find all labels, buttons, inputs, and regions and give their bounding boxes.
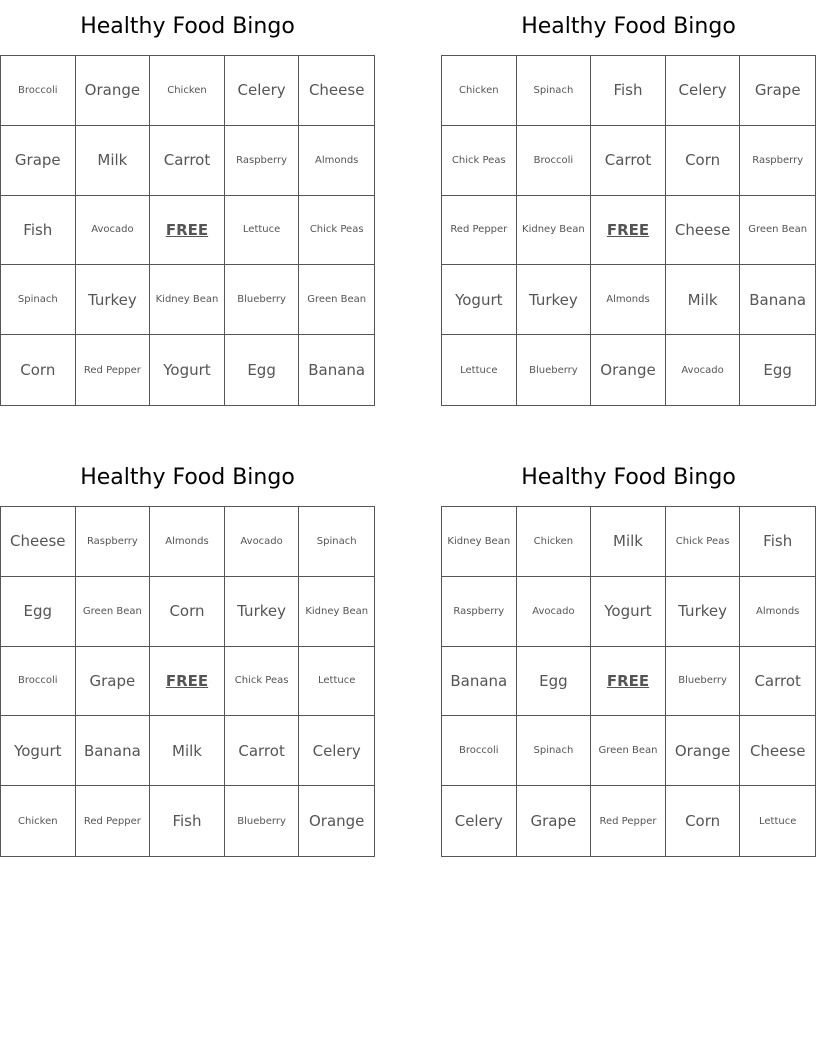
bingo-cell: Blueberry	[517, 335, 592, 405]
bingo-cell: Turkey	[225, 577, 300, 647]
bingo-cell: Broccoli	[517, 126, 592, 196]
bingo-cell: Almonds	[591, 265, 666, 335]
bingo-cell: Carrot	[740, 647, 815, 717]
bingo-cell: Blueberry	[666, 647, 741, 717]
bingo-cell: Raspberry	[76, 507, 151, 577]
bingo-cell: Cheese	[299, 56, 374, 126]
bingo-cell: Banana	[740, 265, 815, 335]
bingo-cell: Fish	[150, 786, 225, 856]
bingo-cell: Fish	[591, 56, 666, 126]
bingo-cell: Blueberry	[225, 265, 300, 335]
bingo-cell: Broccoli	[1, 647, 76, 717]
bingo-cell: Chick Peas	[299, 196, 374, 266]
bingo-cell: Corn	[150, 577, 225, 647]
card-title: Healthy Food Bingo	[521, 465, 736, 490]
bingo-cell: Celery	[299, 716, 374, 786]
bingo-grid	[441, 506, 816, 857]
free-space-cell: FREE	[591, 196, 666, 266]
bingo-cell: Green Bean	[76, 577, 151, 647]
bingo-cell: Egg	[517, 647, 592, 717]
bingo-cell: Almonds	[150, 507, 225, 577]
bingo-cell: Green Bean	[740, 196, 815, 266]
bingo-cell: Almonds	[740, 577, 815, 647]
free-space-cell: FREE	[150, 196, 225, 266]
bingo-cell: Grape	[517, 786, 592, 856]
bingo-cell: Turkey	[666, 577, 741, 647]
bingo-cell: Corn	[1, 335, 76, 405]
free-space-cell: FREE	[591, 647, 666, 717]
bingo-cell: Fish	[740, 507, 815, 577]
bingo-cell: Yogurt	[442, 265, 517, 335]
bingo-cell: Kidney Bean	[442, 507, 517, 577]
bingo-cell: Cheese	[740, 716, 815, 786]
bingo-cell: Carrot	[150, 126, 225, 196]
bingo-cell: Raspberry	[740, 126, 815, 196]
bingo-cell: Chicken	[442, 56, 517, 126]
bingo-cell: Egg	[1, 577, 76, 647]
bingo-cell: Yogurt	[150, 335, 225, 405]
card-title: Healthy Food Bingo	[521, 14, 736, 39]
bingo-cell: Lettuce	[299, 647, 374, 717]
bingo-cell: Banana	[308, 361, 366, 380]
bingo-cell: Broccoli	[1, 56, 76, 126]
bingo-cell: Lettuce	[442, 335, 517, 405]
bingo-cell: Chicken	[517, 507, 592, 577]
bingo-cell: Banana	[76, 716, 151, 786]
bingo-grid	[0, 506, 375, 857]
bingo-cell: Spinach	[299, 507, 374, 577]
bingo-cell: Kidney Bean	[150, 265, 225, 335]
bingo-cell: Milk	[76, 126, 151, 196]
bingo-cell: Corn	[666, 126, 741, 196]
bingo-cell: Raspberry	[442, 577, 517, 647]
bingo-cell: Chick Peas	[225, 647, 300, 717]
bingo-cell: Carrot	[225, 716, 300, 786]
bingo-cell: Cheese	[666, 196, 741, 266]
bingo-cell: Orange	[666, 716, 741, 786]
bingo-cell: Almonds	[299, 126, 374, 196]
bingo-cell: Avocado	[517, 577, 592, 647]
bingo-cell: Red Pepper	[76, 335, 151, 405]
bingo-cell: Corn	[666, 786, 741, 856]
bingo-cell: Grape	[1, 126, 76, 196]
card-title: Healthy Food Bingo	[80, 465, 295, 490]
bingo-cell: Fish	[1, 196, 76, 266]
bingo-grid	[0, 55, 375, 406]
bingo-cell: Lettuce	[225, 196, 300, 266]
bingo-cell: Turkey	[517, 265, 592, 335]
bingo-cell: Yogurt	[1, 716, 76, 786]
bingo-cell: Banana	[442, 647, 517, 717]
bingo-cell: Lettuce	[758, 815, 797, 827]
bingo-cell: Avocado	[225, 507, 300, 577]
bingo-cell: Spinach	[517, 56, 592, 126]
bingo-cell: Blueberry	[225, 786, 300, 856]
bingo-cell: Kidney Bean	[299, 577, 374, 647]
bingo-cell: Chicken	[1, 786, 76, 856]
bingo-cell: Carrot	[591, 126, 666, 196]
bingo-cell: Red Pepper	[591, 786, 666, 856]
bingo-cell: Green Bean	[299, 265, 374, 335]
bingo-cell: Grape	[740, 56, 815, 126]
bingo-cell: Raspberry	[225, 126, 300, 196]
bingo-cell: Kidney Bean	[517, 196, 592, 266]
bingo-cell: Grape	[76, 647, 151, 717]
bingo-cell: Chicken	[150, 56, 225, 126]
bingo-cell: Spinach	[1, 265, 76, 335]
bingo-cell: Chick Peas	[442, 126, 517, 196]
bingo-cell: Milk	[591, 507, 666, 577]
bingo-cell: Chick Peas	[666, 507, 741, 577]
card-title: Healthy Food Bingo	[80, 14, 295, 39]
bingo-cell: Orange	[591, 335, 666, 405]
free-space-cell: FREE	[150, 647, 225, 717]
bingo-cell: Celery	[225, 56, 300, 126]
bingo-cell: Orange	[308, 812, 365, 831]
bingo-cell: Egg	[225, 335, 300, 405]
bingo-cell: Milk	[666, 265, 741, 335]
bingo-cell: Celery	[666, 56, 741, 126]
bingo-cell: Cheese	[1, 507, 76, 577]
bingo-cell: Red Pepper	[76, 786, 151, 856]
bingo-cell: Orange	[76, 56, 151, 126]
bingo-grid	[441, 55, 816, 406]
bingo-cell: Spinach	[517, 716, 592, 786]
bingo-cell: Milk	[150, 716, 225, 786]
bingo-cell: Egg	[763, 361, 792, 380]
bingo-cell: Avocado	[76, 196, 151, 266]
bingo-cell: Red Pepper	[442, 196, 517, 266]
bingo-cell: Green Bean	[591, 716, 666, 786]
bingo-cell: Turkey	[76, 265, 151, 335]
bingo-cell: Broccoli	[442, 716, 517, 786]
bingo-cell: Yogurt	[591, 577, 666, 647]
bingo-cell: Avocado	[666, 335, 741, 405]
bingo-cell: Celery	[442, 786, 517, 856]
